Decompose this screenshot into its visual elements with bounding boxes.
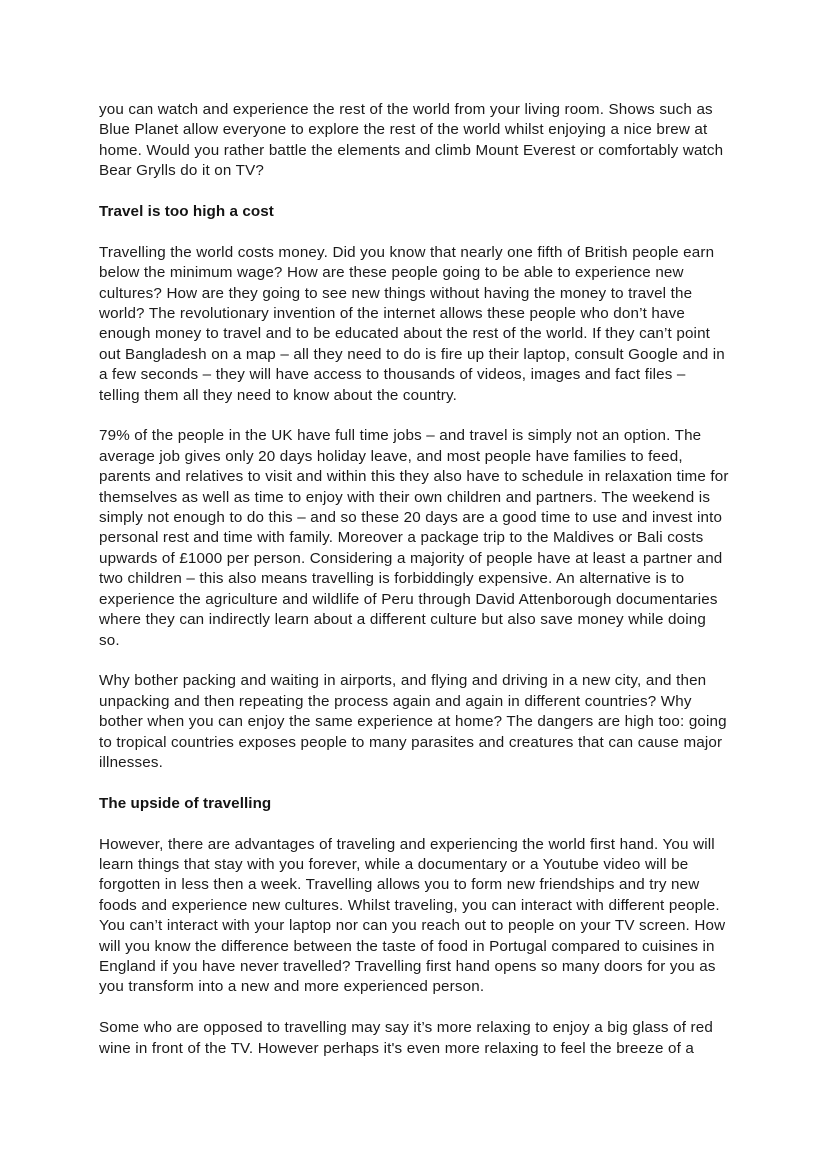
- paragraph-costs-money: Travelling the world costs money. Did you know that nearly one fifth of British people earn below the minimum wage? How are these people going to be able to experience new cultures? How are they going to see new things without having the money to travel the world? The revolutionary invention of the internet allows these people who don’t have enough money to travel and to be educated about the rest of the world. If they can’t point out Bangladesh on a map – all they need to do is fire up their laptop, consult Google and in a few seconds – they will have access to thousands of videos, images and fact files – telling them all they need to know about the country.: [99, 243, 725, 404]
- paragraph-full-time-jobs: 79% of the people in the UK have full time jobs – and travel is simply not an option. The average job gives only 20 days holiday leave, and most people have families to feed, parents and relatives to visit and within this they also have to schedule in relaxation time for themselves as well as time to enjoy with their own children and partners. The weekend is simply not enough to do this – and so these 20 days are a good time to use and invest into personal rest and time with family. Moreover a package trip to the Maldives or Bali costs upwards of £1000 per person. Considering a majority of people have at least a partner and two children – this also means travelling is forbiddingly expensive. An alternative is to experience the agriculture and wildlife of Peru through David Attenborough documentaries where they can indirectly learn about a different culture but also save money while doing so.: [99, 427, 729, 649]
- paragraph-why-bother: Why bother packing and waiting in airports, and flying and driving in a new city, and then unpacking and then repeating the process again and again in different countries? Why bother when you can enjoy the same experience at home? The dangers are high too: going to tropical countries exposes people to many parasites and creatures that can cause major illnesses.: [99, 672, 727, 771]
- paragraph-advantages: However, there are advantages of traveling and experiencing the world first hand. You will learn things that stay with you forever, while a documentary or a Youtube video will be forgotten in less then a week. Travelling allows you to form new friendships and try new foods and experience new cultures. Whilst traveling, you can interact with different people. You can’t interact with your laptop nor can you reach out to people on your TV screen. How will you know the difference between the taste of food in Portugal compared to cuisines in England if you have never travelled? Travelling first hand opens so many doors for you as you transform into a new and more experienced person.: [99, 835, 726, 996]
- paragraph-living-room: you can watch and experience the rest of the world from your living room. Shows such as Blue Planet allow everyone to explore the rest of the world whilst enjoying a nice brew at home. Would you rather battle the elements and climb Mount Everest or comfortably watch Bear Grylls do it on TV?: [99, 101, 724, 180]
- heading-upside-travelling: The upside of travelling: [99, 794, 272, 812]
- heading-travel-cost: Travel is too high a cost: [99, 203, 274, 221]
- paragraph-opposed-relaxing: Some who are opposed to travelling may say it’s more relaxing to enjoy a big glass of red wine in front of the TV. However perhaps it's even more relaxing to feel the breeze of a: [99, 1019, 713, 1057]
- document-text-column: [99, 100, 730, 1059]
